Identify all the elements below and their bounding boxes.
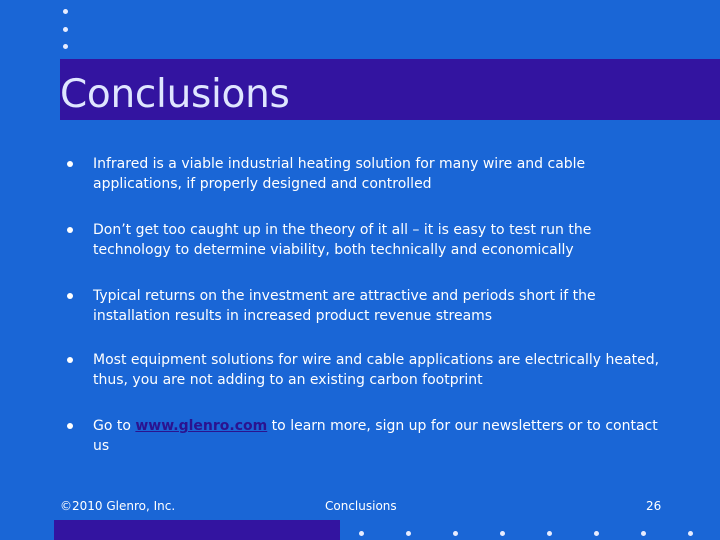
glenro-link[interactable]: www.glenro.com [135, 418, 268, 434]
bullet-icon [67, 423, 73, 429]
bullet-text: Infrared is a viable industrial heating solution for many wire and cable applications, if properly designed and controlled [93, 156, 586, 192]
dot-icon [688, 531, 693, 536]
dot-icon [594, 531, 599, 536]
dot-icon [453, 531, 458, 536]
bullet-icon [67, 293, 73, 299]
dot-icon [63, 27, 68, 32]
dot-icon [547, 531, 552, 536]
dot-icon [63, 9, 68, 14]
bullet-icon [67, 227, 73, 233]
bullet-icon [67, 161, 73, 167]
footer-bar [54, 520, 340, 540]
bullet-icon [67, 357, 73, 363]
bullet-text-post: to learn more, sign up for our newsletters or to contact us [93, 418, 658, 454]
dot-icon [359, 531, 364, 536]
bullet-text [93, 416, 673, 456]
footer-copyright: ©2010 Glenro, Inc. [60, 499, 176, 513]
bullet-text-pre: Go to [93, 418, 136, 434]
dot-icon [500, 531, 505, 536]
slide-title: Conclusions [60, 72, 290, 117]
dot-icon [63, 44, 68, 49]
bullet-text: Don’t get too caught up in the theory of it all – it is easy to test run the technology to determine viability, both technically and economically [93, 222, 592, 258]
footer-section: Conclusions [325, 499, 397, 513]
page-number: 26 [646, 499, 662, 513]
bullet-text: Most equipment solutions for wire and cable applications are electrically heated, thus, you are not adding to an existing carbon footprint [93, 352, 660, 388]
dot-icon [406, 531, 411, 536]
dot-icon [641, 531, 646, 536]
bullet-text: Typical returns on the investment are attractive and periods short if the installation results in increased product revenue streams [93, 288, 596, 324]
